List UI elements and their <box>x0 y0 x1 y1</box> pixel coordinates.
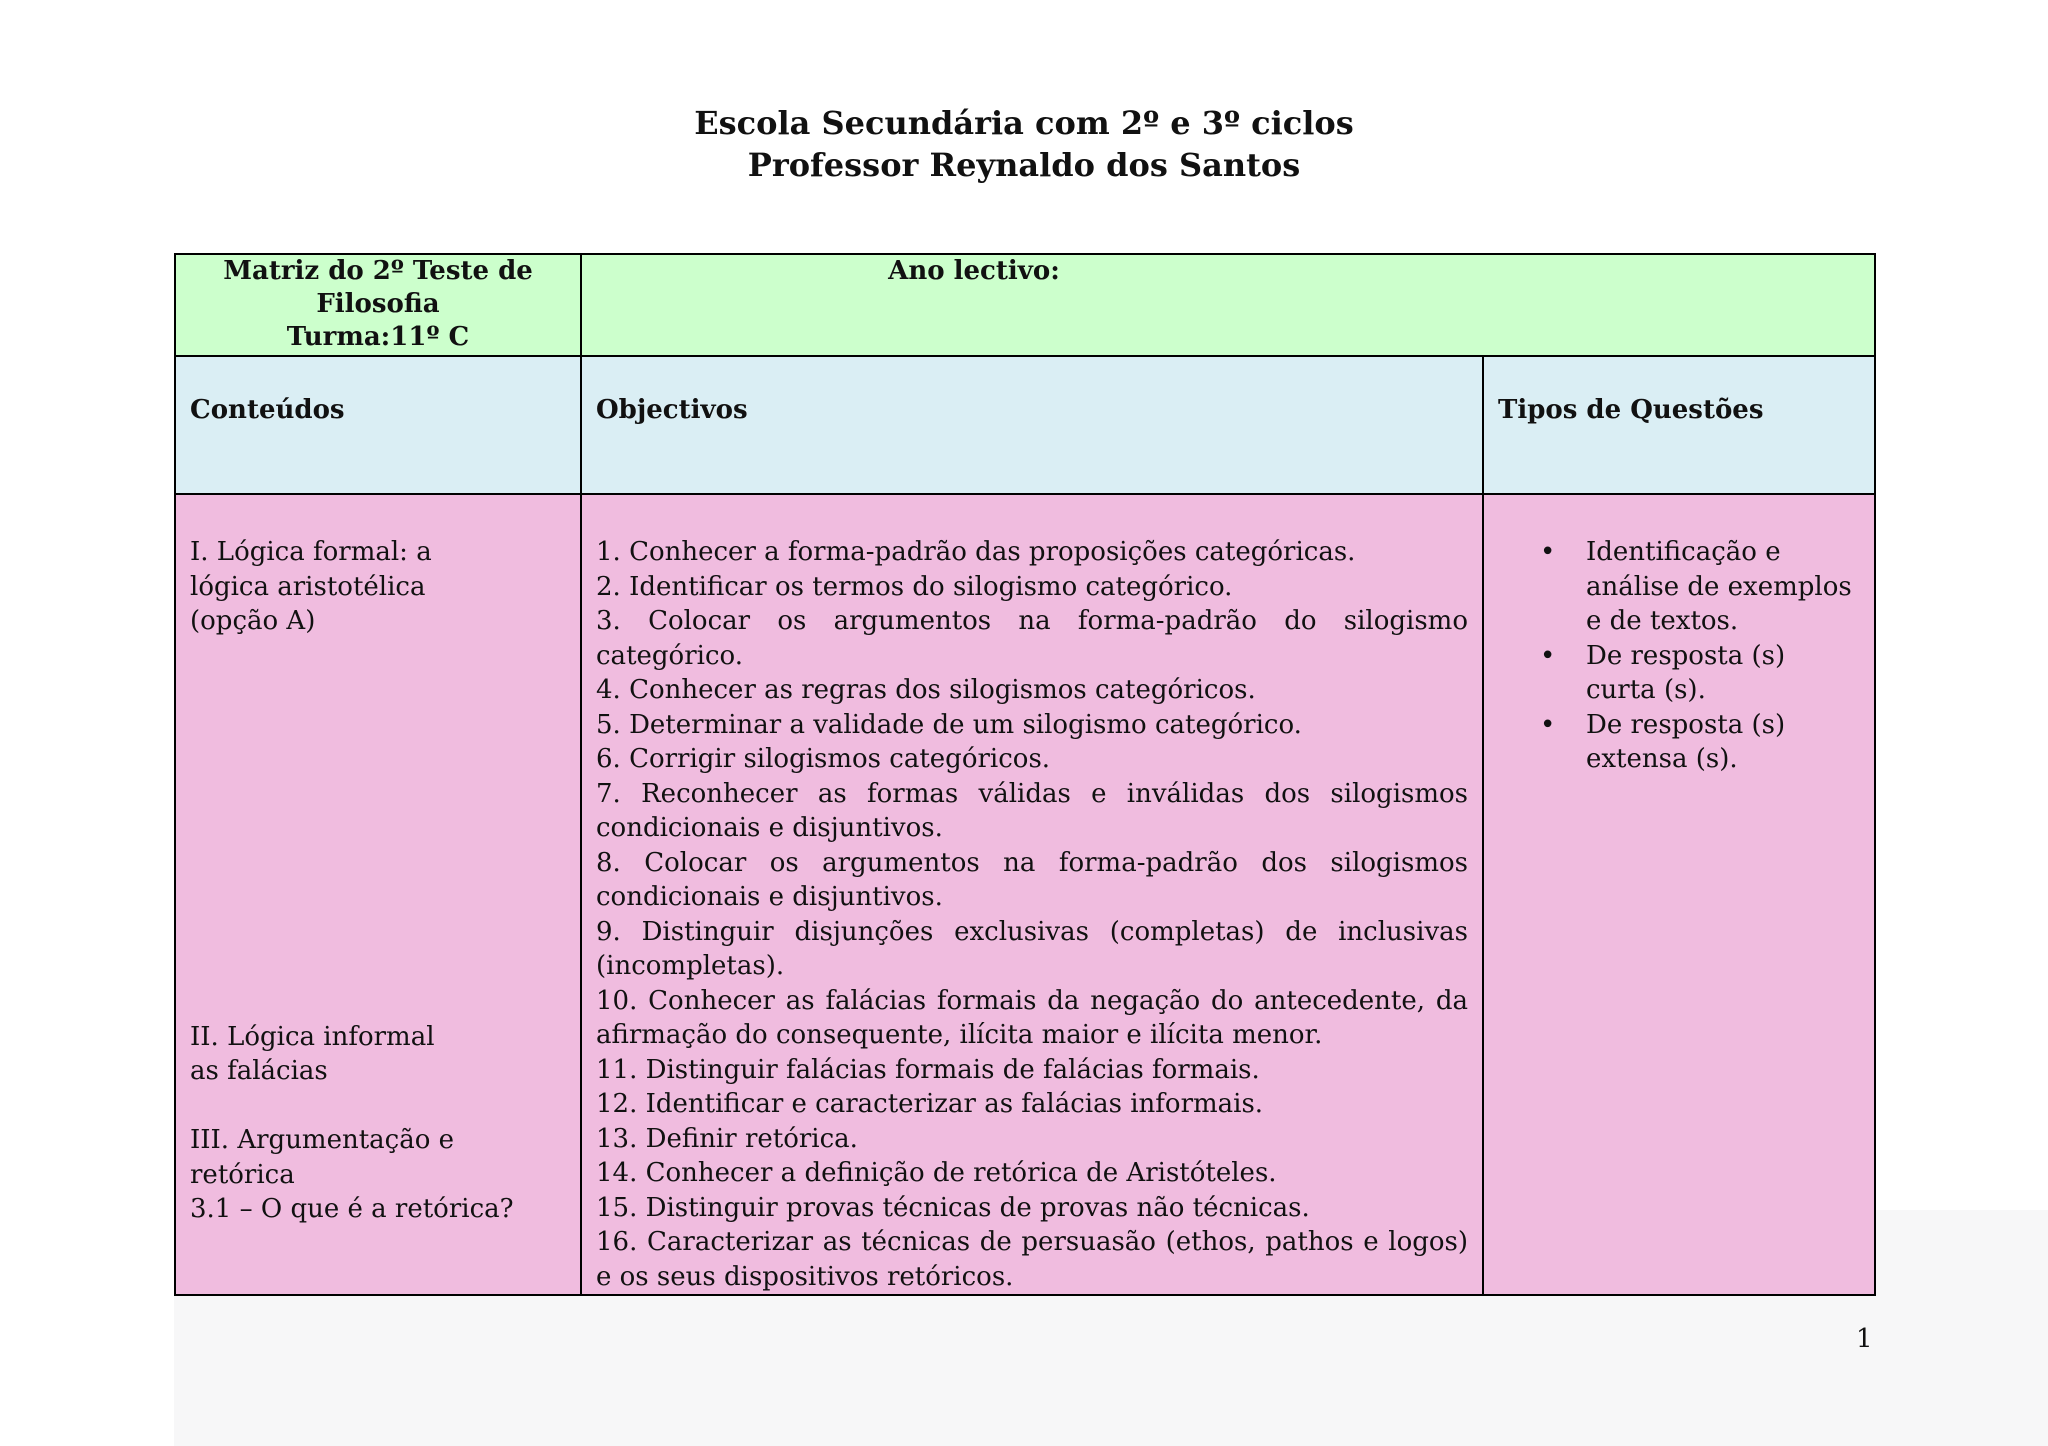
school-name: Escola Secundária com 2º e 3º ciclos <box>694 104 1354 142</box>
content-row <box>175 494 1875 1295</box>
objective-item: 9. Distinguir disjunções exclusivas (completas) de inclusivas (incompletas). <box>596 916 1468 981</box>
objective-item: 8. Colocar os argumentos na forma-padrão dos silogismos condicionais e disjuntivos. <box>596 847 1468 912</box>
objective-item: 6. Corrigir silogismos categóricos. <box>596 744 1051 774</box>
objective-item: 2. Identificar os termos do silogismo categórico. <box>596 571 1233 602</box>
content-line: 3.1 – O que é a retórica? <box>190 1194 514 1224</box>
content-line: III. Argumentação e retórica <box>190 1125 455 1190</box>
document-header <box>0 102 2048 186</box>
objective-item: 3. Colocar os argumentos na forma-padrão do silogismo categórico. <box>596 606 1468 671</box>
question-type-item: • De resposta (s) curta (s). <box>1540 640 1786 705</box>
school-patron: Professor Reynaldo dos Santos <box>747 146 1301 184</box>
school-year-cell <box>581 254 1875 356</box>
objective-item: 5. Determinar a validade de um silogismo categórico. <box>596 709 1302 740</box>
objective-item: 1. Conhecer a forma-padrão das proposições categóricas. <box>596 537 1356 567</box>
objective-item: 7. Reconhecer as formas válidas e inválidas dos silogismos condicionais e disjuntivos. <box>596 778 1468 843</box>
objective-item: 10. Conhecer as falácias formais da negação do antecedente, da afirmação do consequente, ilícita maior e ilícita menor. <box>596 985 1468 1050</box>
class-label: Turma:11º C <box>286 322 470 352</box>
question-types-header: Tipos de Questões <box>1483 356 1875 494</box>
objectives-header: Objectivos <box>581 356 1483 494</box>
bullet-icon: • <box>1540 640 1556 671</box>
bullet-icon: • <box>1540 537 1556 567</box>
content-section-2 <box>190 1020 566 1089</box>
contents-cell <box>175 494 581 1295</box>
objectives-cell <box>581 494 1483 1295</box>
question-types-cell <box>1483 494 1875 1295</box>
objective-item: 12. Identificar e caracterizar as falácias informais. <box>596 1089 1264 1119</box>
bullet-icon: • <box>1540 709 1556 740</box>
contents-header: Conteúdos <box>175 356 581 494</box>
content-section-3 <box>190 1123 566 1227</box>
content-section-1 <box>190 535 566 639</box>
content-line: I. Lógica formal: a <box>190 537 432 567</box>
matrix-title-line2: Filosofia <box>316 289 440 319</box>
content-line: as falácias <box>190 1056 328 1086</box>
objective-item: 16. Caracterizar as técnicas de persuasão (ethos, pathos e logos) e os seus dispositivos retóricos. <box>596 1227 1468 1292</box>
objective-item: 11. Distinguir falácias formais de falácias formais. <box>596 1054 1260 1085</box>
objective-item: 14. Conhecer a definição de retórica de Aristóteles. <box>596 1158 1277 1188</box>
test-matrix-table <box>174 253 1876 1296</box>
column-header-row <box>175 356 1875 494</box>
objective-item: 15. Distinguir provas técnicas de provas não técnicas. <box>596 1192 1310 1223</box>
content-line: II. Lógica informal <box>190 1021 435 1052</box>
question-type-item: • Identificação e análise de exemplos e de textos. <box>1540 537 1852 636</box>
objective-item: 4. Conhecer as regras dos silogismos categóricos. <box>596 675 1256 705</box>
objective-item: 13. Definir retórica. <box>596 1123 858 1154</box>
school-year-label: Ano lectivo: <box>888 256 1060 286</box>
matrix-title-line1: Matriz do 2º Teste de <box>223 256 533 286</box>
title-row <box>175 254 1875 356</box>
question-type-item: • De resposta (s) extensa (s). <box>1540 709 1786 774</box>
question-types-list <box>1498 535 1860 777</box>
page-number: 1 <box>1856 1324 1873 1354</box>
content-line: (opção A) <box>190 606 316 636</box>
content-line: lógica aristotélica <box>190 571 426 602</box>
